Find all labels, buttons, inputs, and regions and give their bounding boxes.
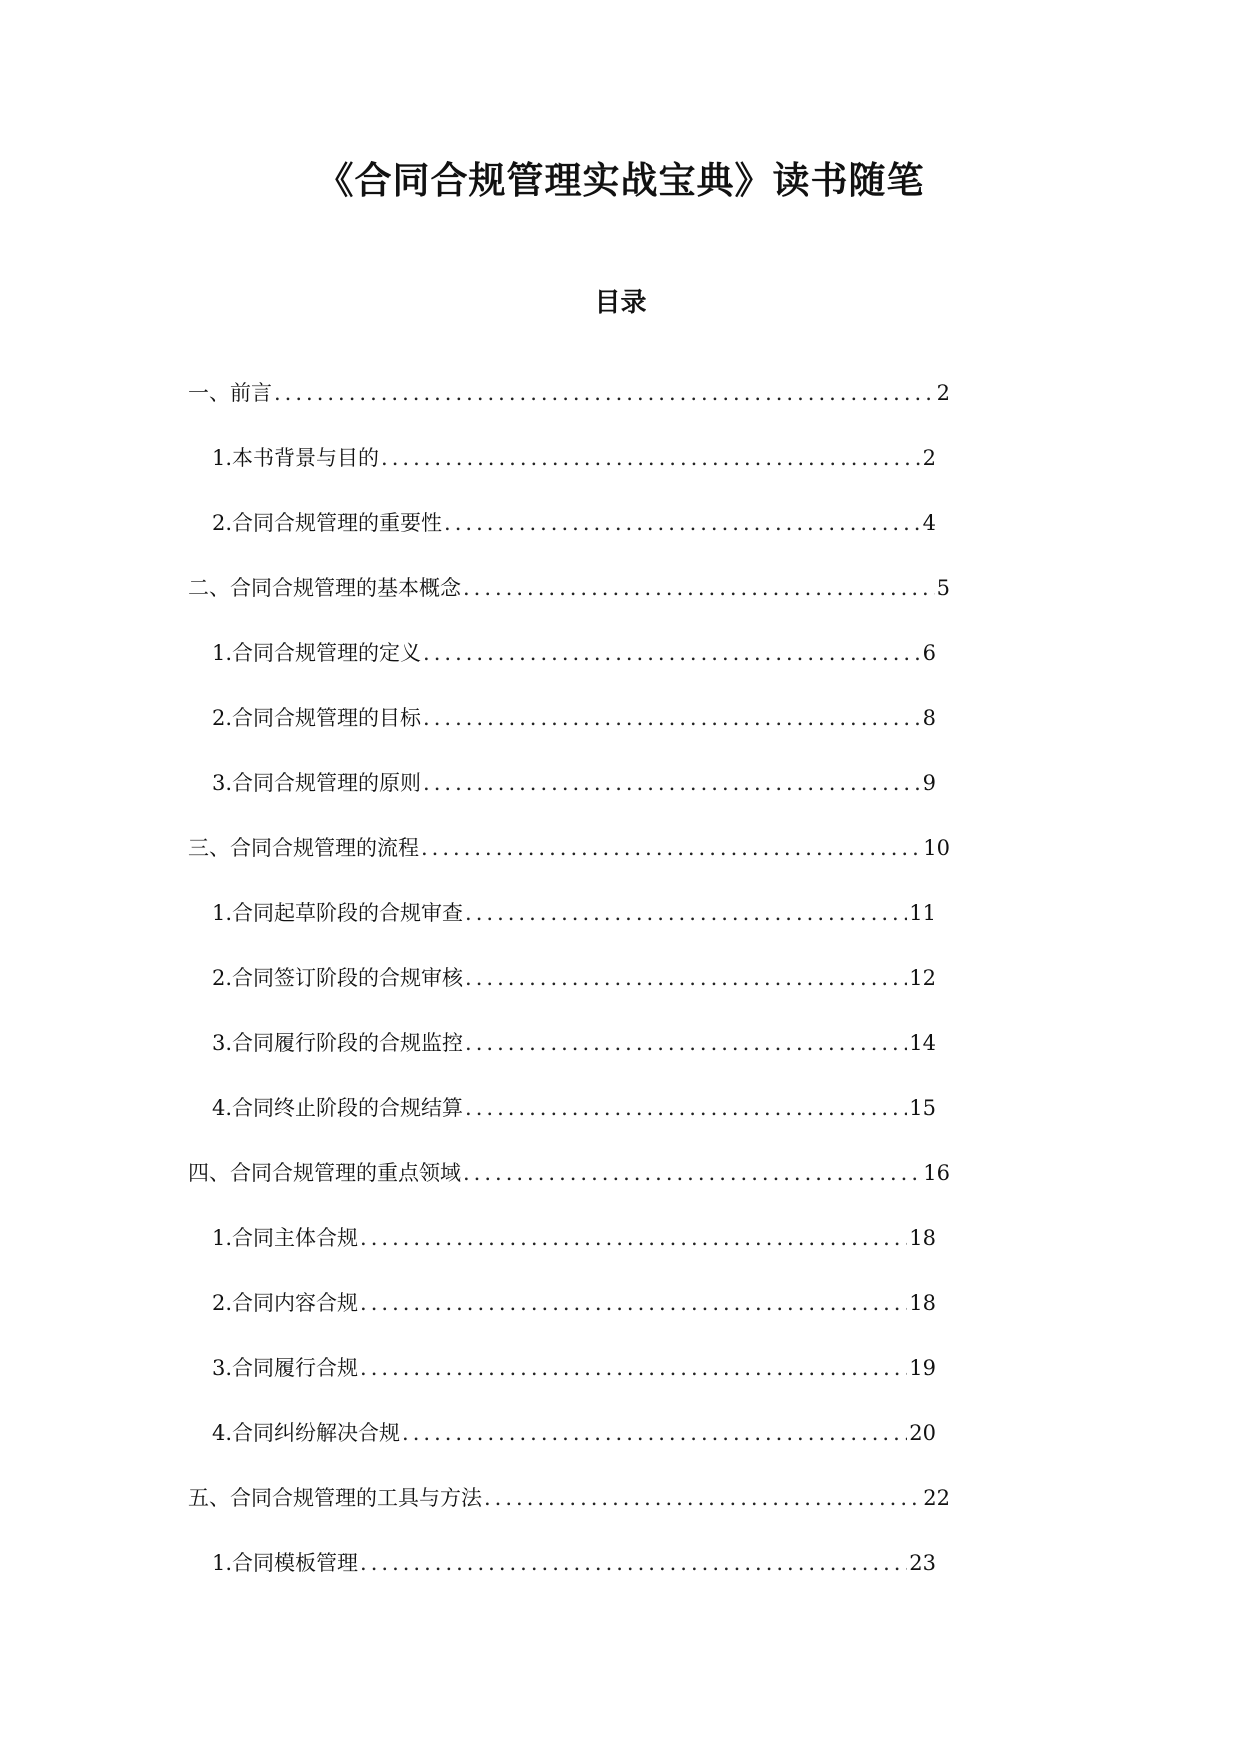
toc-entry[interactable] [188, 510, 950, 575]
toc-page-number: 5 [936, 576, 950, 600]
toc-entry-number: 3. [212, 1031, 233, 1055]
toc-dot-leader [484, 1485, 921, 1511]
toc-dot-leader [444, 510, 921, 536]
toc-entry-number: 3. [212, 771, 233, 795]
toc-entry-text: 五、合同合规管理的工具与方法 [188, 1486, 482, 1510]
toc-entry-text: 合同合规管理的重要性 [232, 511, 443, 535]
toc-page-number: 4 [922, 511, 936, 535]
toc-page-number: 11 [909, 901, 936, 925]
toc-entry-text: 合同合规管理的定义 [232, 641, 422, 665]
toc-dot-leader [463, 1160, 921, 1186]
toc-entry[interactable] [188, 380, 950, 445]
toc-page-number: 12 [909, 966, 936, 990]
toc-dot-leader [402, 1420, 907, 1446]
toc-page-number: 23 [909, 1551, 936, 1575]
toc-page-number: 2 [922, 446, 936, 470]
toc-dot-leader [465, 1095, 907, 1121]
toc-entry[interactable] [188, 575, 950, 640]
toc-entry-number: 2. [212, 511, 233, 535]
toc-page-number: 2 [936, 381, 950, 405]
toc-entry[interactable] [188, 705, 950, 770]
toc-dot-leader [360, 1355, 907, 1381]
toc-entry[interactable] [188, 770, 950, 835]
toc-entry[interactable] [188, 1160, 950, 1225]
toc-entry[interactable] [188, 965, 950, 1030]
toc-entry[interactable] [188, 1420, 950, 1485]
toc-page-number: 19 [909, 1356, 936, 1380]
toc-page-number: 9 [922, 771, 936, 795]
toc-entry[interactable] [188, 445, 950, 510]
toc-dot-leader [463, 575, 935, 601]
toc-entry-number: 2. [212, 966, 233, 990]
toc-dot-leader [274, 380, 935, 406]
toc-dot-leader [421, 835, 921, 861]
toc-dot-leader [360, 1225, 907, 1251]
toc-entry-text: 合同履行阶段的合规监控 [232, 1031, 464, 1055]
toc-entry-text: 合同起草阶段的合规审查 [232, 901, 464, 925]
toc-entry[interactable] [188, 1485, 950, 1550]
toc-page-number: 6 [922, 641, 936, 665]
toc-entry-number: 2. [212, 1291, 233, 1315]
toc-entry-number: 4. [212, 1096, 233, 1120]
toc-entry-number: 1. [212, 641, 233, 665]
toc-dot-leader [465, 900, 907, 926]
toc-entry-text: 合同履行合规 [232, 1356, 359, 1380]
toc-entry-text: 一、前言 [188, 381, 272, 405]
toc-dot-leader [360, 1550, 907, 1576]
toc-entry-text: 合同主体合规 [232, 1226, 359, 1250]
toc-entry[interactable] [188, 1225, 950, 1290]
toc-entry-number: 2. [212, 706, 233, 730]
toc-entry-text: 合同签订阶段的合规审核 [232, 966, 464, 990]
toc-dot-leader [423, 640, 921, 666]
table-of-contents [188, 380, 950, 1615]
toc-entry-text: 合同终止阶段的合规结算 [232, 1096, 464, 1120]
toc-page-number: 16 [923, 1161, 950, 1185]
toc-entry[interactable] [188, 900, 950, 965]
toc-page-number: 15 [909, 1096, 936, 1120]
toc-entry-number: 4. [212, 1421, 233, 1445]
toc-dot-leader [465, 1030, 907, 1056]
toc-entry[interactable] [188, 640, 950, 705]
document-title: 《合同合规管理实战宝典》读书随笔 [316, 158, 925, 202]
toc-entry-number: 1. [212, 901, 233, 925]
toc-page-number: 8 [922, 706, 936, 730]
toc-entry-text: 合同纠纷解决合规 [232, 1421, 401, 1445]
toc-entry[interactable] [188, 1355, 950, 1420]
toc-entry-text: 合同合规管理的原则 [232, 771, 422, 795]
toc-entry[interactable] [188, 835, 950, 900]
toc-entry-number: 1. [212, 1226, 233, 1250]
toc-heading: 目录 [594, 288, 647, 318]
toc-entry-text: 合同模板管理 [232, 1551, 359, 1575]
toc-page-number: 10 [923, 836, 950, 860]
toc-page-number: 20 [909, 1421, 936, 1445]
toc-entry[interactable] [188, 1095, 950, 1160]
toc-entry-number: 1. [212, 446, 233, 470]
toc-entry[interactable] [188, 1290, 950, 1355]
toc-page-number: 14 [909, 1031, 936, 1055]
toc-page-number: 18 [909, 1291, 936, 1315]
toc-dot-leader [423, 705, 921, 731]
toc-entry-number: 1. [212, 1551, 233, 1575]
toc-entry-text: 二、合同合规管理的基本概念 [188, 576, 461, 600]
toc-entry-text: 合同合规管理的目标 [232, 706, 422, 730]
toc-page-number: 18 [909, 1226, 936, 1250]
toc-entry-text: 本书背景与目的 [232, 446, 380, 470]
toc-entry-text: 四、合同合规管理的重点领域 [188, 1161, 461, 1185]
toc-entry[interactable] [188, 1030, 950, 1095]
toc-dot-leader [381, 445, 921, 471]
toc-entry[interactable] [188, 1550, 950, 1615]
toc-entry-number: 3. [212, 1356, 233, 1380]
toc-dot-leader [465, 965, 907, 991]
toc-page-number: 22 [923, 1486, 950, 1510]
toc-dot-leader [360, 1290, 907, 1316]
toc-entry-text: 三、合同合规管理的流程 [188, 836, 419, 860]
toc-entry-text: 合同内容合规 [232, 1291, 359, 1315]
toc-dot-leader [423, 770, 921, 796]
